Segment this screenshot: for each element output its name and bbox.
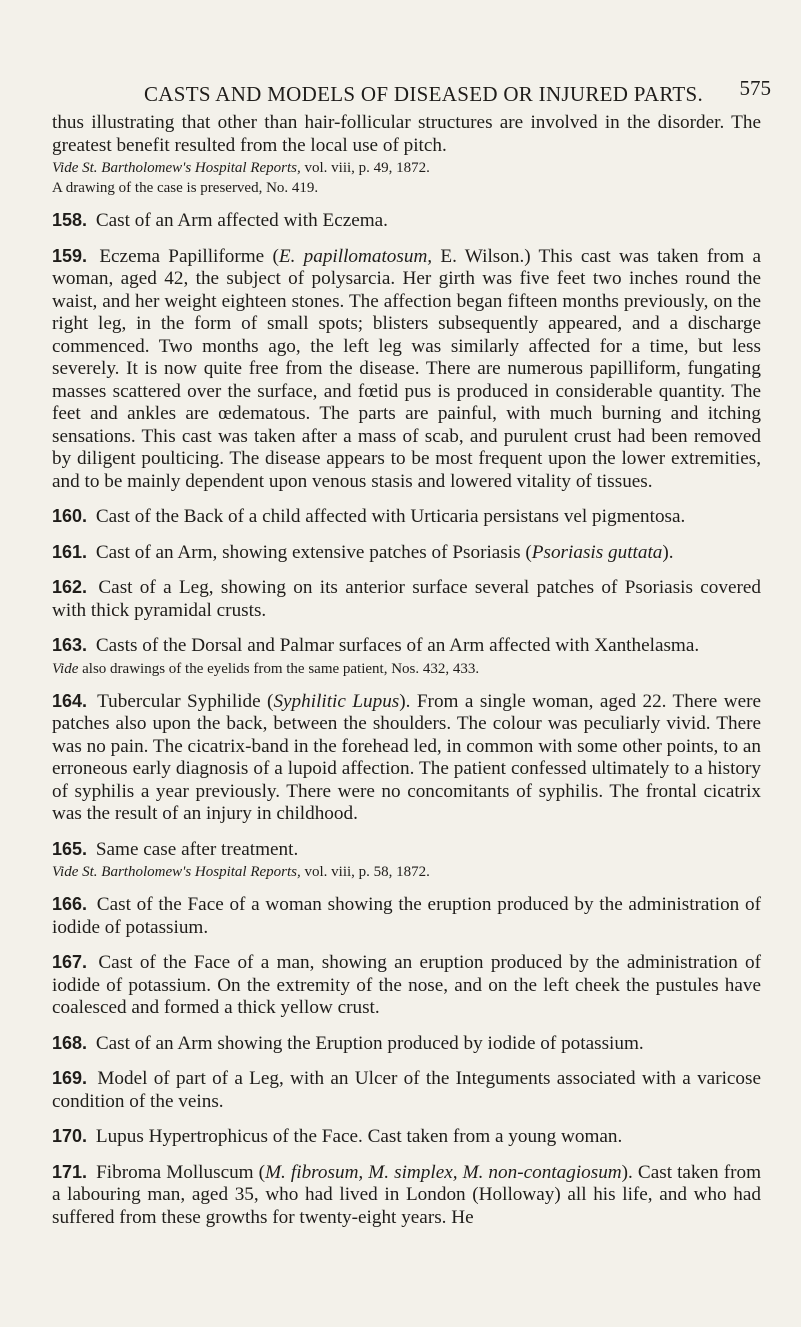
entry-text-italic: E. papillomatosum, [278, 245, 433, 267]
page-body [52, 112, 761, 1229]
entry-163 [52, 634, 761, 658]
entry-text-pre: Cast of an Arm, showing extensive patches of Psoriasis ( [95, 541, 532, 563]
entry-162 [52, 576, 761, 622]
entry-text: Cast of a Leg, showing on its anterior surface several patches of Psoriasis covered with thick pyramidal crusts. [52, 577, 762, 621]
entry-164 [52, 690, 761, 826]
entry-text: Cast of the Back of a child affected with Urticaria persistans vel pigmentosa. [95, 506, 686, 527]
entry-163-note [52, 660, 761, 678]
entry-number: 171. [52, 1161, 88, 1182]
entry-text-pre: Fibroma Molluscum ( [96, 1161, 266, 1183]
entry-167 [52, 951, 761, 1020]
entry-text-post: ). [662, 541, 674, 563]
note-rest: also drawings of the eyelids from the same patient, Nos. 432, 433. [78, 660, 480, 677]
intro-paragraph: thus illustrating that other than hair-follicular structures are involved in the disorder. The greatest benefit resulted from the local use of pitch. [52, 112, 761, 156]
entry-165-note [52, 863, 761, 881]
running-head: CASTS AND MODELS OF DISEASED OR INJURED PARTS. [144, 82, 704, 106]
page-number: 575 [739, 76, 771, 100]
entry-number: 163. [52, 635, 88, 655]
entry-number: 164. [52, 690, 88, 711]
entry-158 [52, 209, 761, 233]
entry-text-post: ). From a single woman, aged 22. There were patches also upon the back, between the shoulders. The colour was peculiarly vivid. There was no pain. The cicatrix-band in the forehead led, in common with some other points, to an erroneous early diagnosis of a lupoid affection. The patient confessed ultimately to a history of syphilis a year previously. There were no concomitants of syphilis. The frontal cicatrix was the result of an injury in childhood. [52, 690, 761, 824]
entry-number: 169. [52, 1068, 88, 1088]
entry-165 [52, 838, 761, 862]
entry-number: 159. [52, 245, 88, 266]
note-rest: vol. viii, p. 58, 1872. [300, 864, 430, 880]
entry-171 [52, 1161, 761, 1230]
note-italic: Vide St. Bartholomew's Hospital Reports, [52, 864, 301, 880]
entry-160 [52, 505, 761, 529]
entry-number: 167. [52, 952, 88, 972]
entry-text-post: ). Cast taken from a labouring man, aged 35, who had lived in London (Holloway) all his life, and who had suffered from these growths for twenty-eight years. He [52, 1161, 761, 1228]
entry-number: 161. [52, 541, 88, 562]
entry-text-post: E. Wilson.) This cast was taken from a woman, aged 42, the subject of polysarcia. Her girth was five feet two inches round the waist, and her weight eighteen stones. The affection began fifteen months previously, on the right leg, in the form of small spots; blisters subsequently appeared, and a discharge commenced. Two months ago, the left leg was similarly affected for a time, but less severely. It is now quite free from the disease. There are numerous papilliform, fungating masses scattered over the surface, and fœtid pus is produced in considerable quantity. The feet and ankles are œdematous. The parts are painful, with much burning and itching sensations. This cast was taken after a mass of scab, and purulent crust had been removed by diligent poulticing. The disease appears to be most frequent upon the lower extremities, and to be mainly dependent upon venous stasis and lowered vitality of tissues. [52, 245, 761, 492]
entry-number: 162. [52, 577, 88, 597]
entry-170 [52, 1125, 761, 1149]
entry-text: Casts of the Dorsal and Palmar surfaces of an Arm affected with Xanthelasma. [95, 635, 700, 656]
entry-number: 166. [52, 894, 88, 914]
entry-text: Same case after treatment. [95, 838, 299, 860]
drawing-note: A drawing of the case is preserved, No. 419. [52, 180, 319, 196]
entry-number: 170. [52, 1126, 88, 1146]
entry-text-pre: Eczema Papilliforme ( [99, 245, 279, 267]
entry-number: 160. [52, 506, 88, 526]
entry-text: Lupus Hypertrophicus of the Face. Cast taken from a young woman. [95, 1126, 623, 1147]
entry-text: Model of part of a Leg, with an Ulcer of the Integuments associated with a varicose condition of the veins. [52, 1068, 762, 1112]
entry-159 [52, 245, 761, 494]
note-italic: Vide [52, 660, 79, 677]
entry-166 [52, 893, 761, 939]
entry-number: 165. [52, 838, 88, 859]
reference-note [52, 159, 761, 177]
entry-text-pre: Tubercular Syphilide ( [97, 690, 274, 712]
entry-text-italic: Syphilitic Lupus [273, 690, 400, 712]
entry-169 [52, 1067, 761, 1113]
entry-text: Cast of the Face of a woman showing the eruption produced by the administration of iodide of potassium. [52, 894, 761, 938]
entry-text: Cast of an Arm affected with Eczema. [95, 210, 388, 231]
entry-text: Cast of an Arm showing the Eruption produced by iodide of potassium. [95, 1032, 644, 1054]
entry-168 [52, 1032, 761, 1056]
entry-text: Cast of the Face of a man, showing an eruption produced by the administration of iodide of potassium. On the extremity of the nose, and on the left cheek the pustules have coalesced and formed a thick yellow crust. [52, 952, 761, 1018]
entry-text-italic: M. fibrosum, M. simplex, M. non-contagiosum [265, 1161, 622, 1183]
reference-note-rest: vol. viii, p. 49, 1872. [300, 160, 430, 176]
reference-note-italic: Vide St. Bartholomew's Hospital Reports, [52, 160, 301, 176]
entry-number: 168. [52, 1032, 88, 1053]
entry-text-italic: Psoriasis guttata [531, 541, 663, 563]
entry-number: 158. [52, 210, 88, 230]
entry-161 [52, 541, 761, 565]
